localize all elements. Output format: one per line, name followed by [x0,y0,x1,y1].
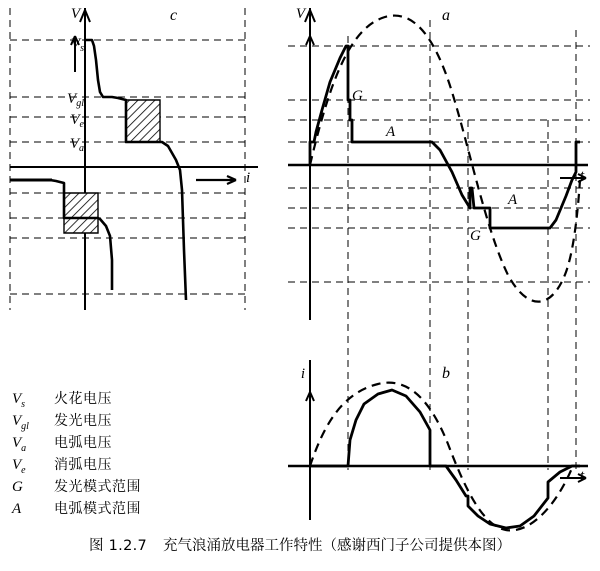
panel-b-i-label: i [300,366,305,382]
panel-a-arc-label-2: A [508,192,518,208]
panel-b-t-label: t [580,468,585,484]
panel-a-v-arrow [306,36,314,70]
legend-item [12,410,242,432]
caption-text: 充气浪涌放电器工作特性（感谢西门子公司提供本图） [163,538,512,554]
panel-b-discharge-current [310,390,580,528]
legend-text: 火花电压 [54,391,112,407]
legend-symbol: $V_a$ [12,435,27,454]
panel-c-i-arrow [196,176,236,184]
panel-a-glow-label-2: G [470,228,481,244]
legend-symbol: G [12,479,23,495]
panel-a-t-label: t [580,168,585,184]
legend-text: 电弧模式范围 [54,501,141,517]
panel-a-arc-label-1: A [386,124,396,140]
legend-item [12,432,242,454]
legend-text: 消弧电压 [54,457,112,473]
legend-item [12,388,242,410]
panel-c-ve-label: $V_e$ [70,112,84,130]
panel-b-title: b [442,365,450,382]
legend-text: 发光模式范围 [54,479,141,495]
legend-item [12,476,242,498]
legend-symbol: $V_{gl}$ [12,413,29,432]
legend-symbol: A [12,501,22,517]
panel-b [288,360,588,530]
legend [12,388,242,520]
panel-c-title: c [170,7,178,24]
panel-a-v-label: V [295,6,305,22]
legend-symbol: $V_s$ [12,391,26,410]
legend-item [12,454,242,476]
caption-number: 图 1.2.7 [88,538,148,554]
panel-a-droplines [348,20,576,470]
panel-a [288,6,590,470]
panel-a-glow-label-1: G [352,88,363,104]
panel-c-vgl-label: $V_{gl}$ [67,91,84,109]
legend-text: 电弧电压 [54,435,112,451]
legend-text: 发光电压 [54,413,112,429]
panel-c-hatch-lower [64,193,98,233]
panel-b-i-arrow [306,392,314,425]
panel-c-hatch-upper [126,100,160,142]
figure-caption [0,534,600,555]
panel-c [10,6,258,310]
panel-a-title: a [442,7,450,24]
panel-c-vertical-bounds [10,8,245,310]
legend-symbol: $V_e$ [12,457,26,476]
panel-c-i-label: i [246,170,251,186]
panel-c-va-label: $V_a$ [69,136,84,154]
panel-c-v-label: V [70,6,80,22]
legend-item [12,498,242,520]
panel-c-curve-upper [86,40,186,300]
panel-c-vs-label: $V_s$ [70,36,84,54]
